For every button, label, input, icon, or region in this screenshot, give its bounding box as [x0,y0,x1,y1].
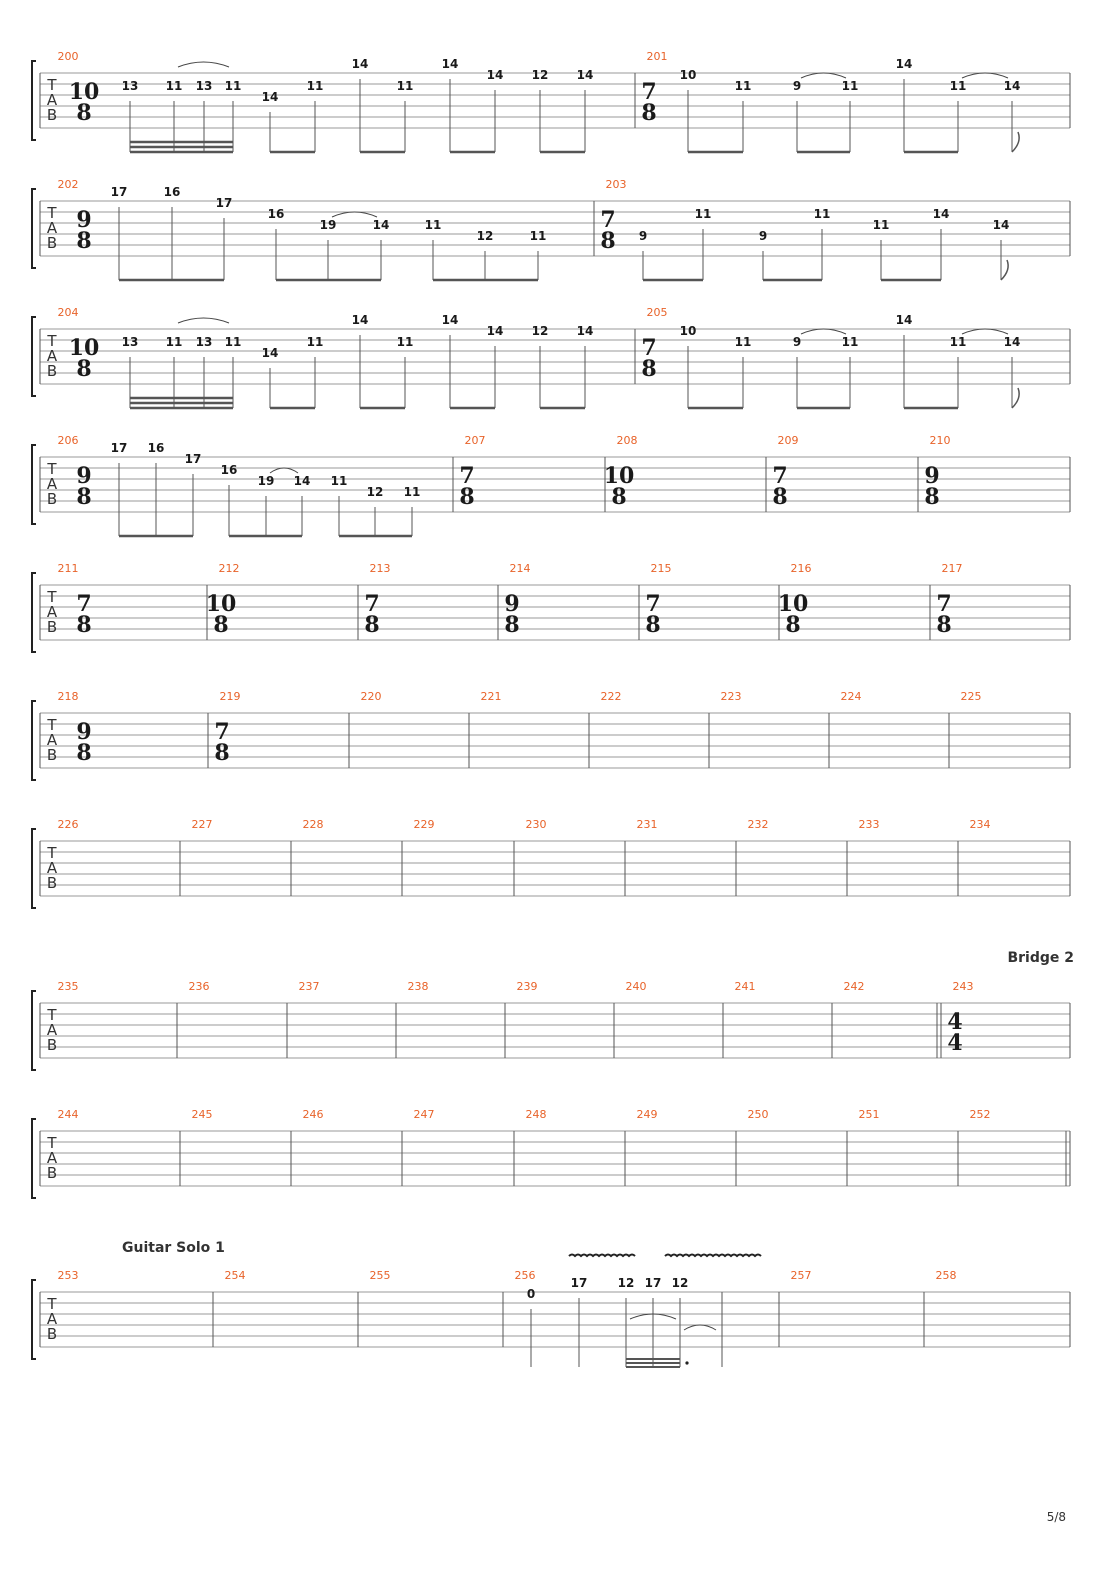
fret-number: 13 [195,335,213,349]
time-signature-top: 7 [459,463,475,489]
time-signature-bottom: 8 [213,612,229,638]
tab-letter: A [46,731,58,749]
tab-letter: A [46,1149,58,1167]
time-signature-bottom: 8 [459,484,475,510]
note-flag [1012,388,1019,408]
bar-number: 202 [57,178,79,191]
tie-arc [178,62,229,67]
time-signature-top: 9 [504,591,520,617]
fret-number: 12 [617,1276,635,1290]
fret-number: 9 [792,79,802,93]
tab-letter: B [46,874,58,892]
fret-number: 11 [306,79,324,93]
fret-number: 0 [526,1287,536,1301]
fret-number: 19 [319,218,337,232]
tie-arc [962,73,1008,78]
bar-number: 246 [302,1108,324,1121]
bar-number: 224 [840,690,862,703]
bar-number: 241 [734,980,756,993]
tab-letter: T [47,76,57,94]
fret-number: 12 [671,1276,689,1290]
time-signature-bottom: 8 [364,612,380,638]
fret-number: 14 [486,324,504,338]
fret-number: 17 [570,1276,588,1290]
bar-number: 215 [650,562,672,575]
fret-number: 14 [576,68,594,82]
time-signature-bottom: 8 [76,356,92,382]
bar-number: 244 [57,1108,79,1121]
time-signature-bottom: 8 [785,612,801,638]
fret-number: 14 [261,346,279,360]
fret-number: 11 [841,79,859,93]
tab-letter: B [46,362,58,380]
time-signature-bottom: 8 [76,740,92,766]
fret-number: 11 [949,79,967,93]
fret-number: 16 [163,185,181,199]
fret-number: 14 [293,474,311,488]
time-signature-bottom: 8 [772,484,788,510]
time-signature-top: 10 [603,463,635,489]
fret-number: 12 [531,68,549,82]
fret-number: 16 [267,207,285,221]
fret-number: 11 [330,474,348,488]
bar-number: 214 [509,562,531,575]
fret-number: 11 [734,79,752,93]
bar-number: 223 [720,690,742,703]
bar-number: 219 [219,690,241,703]
tab-letter: B [46,1325,58,1343]
time-signature-bottom: 8 [641,100,657,126]
bar-number: 228 [302,818,324,831]
fret-number: 13 [121,335,139,349]
vibrato-mark [665,1255,761,1257]
fret-number: 11 [734,335,752,349]
bar-number: 243 [952,980,974,993]
fret-number: 10 [679,324,697,338]
tie-arc [801,329,846,334]
fret-number: 14 [351,313,369,327]
bar-number: 225 [960,690,982,703]
fret-number: 14 [486,68,504,82]
bar-number: 254 [224,1269,246,1282]
fret-number: 9 [758,229,768,243]
time-signature-top: 4 [947,1009,963,1035]
fret-number: 11 [403,485,421,499]
bar-number: 211 [57,562,79,575]
bar-number: 210 [929,434,951,447]
system-bracket [32,317,36,396]
bar-number: 258 [935,1269,957,1282]
bar-number: 206 [57,434,79,447]
fret-number: 11 [396,79,414,93]
bar-number: 239 [516,980,538,993]
fret-number: 11 [872,218,890,232]
fret-number: 9 [638,229,648,243]
bar-number: 247 [413,1108,435,1121]
bar-number: 234 [969,818,991,831]
tab-letter: B [46,106,58,124]
time-signature-top: 9 [76,463,92,489]
time-signature-top: 10 [777,591,809,617]
bar-number: 231 [636,818,658,831]
fret-number: 11 [424,218,442,232]
bar-number: 226 [57,818,79,831]
note-flag [1012,132,1019,152]
system-bracket [32,701,36,780]
bar-number: 200 [57,50,79,63]
fret-number: 14 [1003,335,1021,349]
fret-number: 11 [813,207,831,221]
fret-number: 17 [110,441,128,455]
tie-arc [178,318,229,323]
fret-number: 14 [441,313,459,327]
fret-number: 12 [366,485,384,499]
tab-letter: A [46,1021,58,1039]
time-signature-top: 10 [205,591,237,617]
fret-number: 14 [895,313,913,327]
fret-number: 12 [531,324,549,338]
time-signature-bottom: 4 [947,1030,963,1056]
bar-number: 238 [407,980,429,993]
time-signature-top: 7 [364,591,380,617]
fret-number: 16 [220,463,238,477]
note-flag [1001,260,1008,280]
tie-arc [332,212,377,217]
fret-number: 17 [644,1276,662,1290]
vibrato-mark [569,1255,635,1257]
bar-number: 209 [777,434,799,447]
bar-number: 256 [514,1269,536,1282]
time-signature-bottom: 8 [645,612,661,638]
bar-number: 257 [790,1269,812,1282]
tab-letter: B [46,234,58,252]
fret-number: 11 [165,79,183,93]
fret-number: 11 [949,335,967,349]
time-signature-top: 7 [645,591,661,617]
bar-number: 207 [464,434,486,447]
tab-letter: A [46,475,58,493]
bar-number: 230 [525,818,547,831]
bar-number: 208 [616,434,638,447]
tie-arc [801,73,846,78]
system-bracket [32,61,36,140]
tab-letter: A [46,219,58,237]
bar-number: 255 [369,1269,391,1282]
time-signature-bottom: 8 [924,484,940,510]
fret-number: 14 [895,57,913,71]
fret-number: 11 [224,335,242,349]
system-bracket [32,829,36,908]
fret-number: 11 [694,207,712,221]
system-bracket [32,1119,36,1198]
bar-number: 242 [843,980,865,993]
fret-number: 9 [792,335,802,349]
time-signature-bottom: 8 [76,612,92,638]
fret-number: 11 [165,335,183,349]
time-signature-top: 10 [68,335,100,361]
fret-number: 14 [576,324,594,338]
tab-letter: T [47,1295,57,1313]
fret-number: 11 [306,335,324,349]
bar-number: 229 [413,818,435,831]
tab-letter: T [47,1006,57,1024]
time-signature-bottom: 8 [504,612,520,638]
time-signature-top: 7 [641,79,657,105]
fret-number: 17 [184,452,202,466]
time-signature-bottom: 8 [76,100,92,126]
bar-number: 201 [646,50,668,63]
bar-number: 232 [747,818,769,831]
bar-number: 213 [369,562,391,575]
bar-number: 237 [298,980,320,993]
bar-number: 221 [480,690,502,703]
fret-number: 11 [224,79,242,93]
tab-letter: T [47,588,57,606]
bar-number: 249 [636,1108,658,1121]
tie-arc [962,329,1008,334]
section-label: Bridge 2 [1007,950,1074,966]
page-number: 5/8 [1046,1510,1066,1524]
time-signature-top: 9 [76,207,92,233]
bar-number: 203 [605,178,627,191]
bar-number: 218 [57,690,79,703]
bar-number: 227 [191,818,213,831]
system-bracket [32,189,36,268]
tab-letter: B [46,746,58,764]
system-bracket [32,573,36,652]
fret-number: 13 [195,79,213,93]
tab-letter: T [47,1134,57,1152]
fret-number: 14 [441,57,459,71]
bar-number: 251 [858,1108,880,1121]
tab-letter: A [46,1310,58,1328]
tab-letter: B [46,1164,58,1182]
time-signature-bottom: 8 [214,740,230,766]
bar-number: 212 [218,562,240,575]
fret-number: 14 [261,90,279,104]
tab-letter: A [46,347,58,365]
time-signature-top: 10 [68,79,100,105]
bar-number: 236 [188,980,210,993]
system-bracket [32,1280,36,1359]
bar-number: 233 [858,818,880,831]
bar-number: 205 [646,306,668,319]
time-signature-bottom: 8 [76,484,92,510]
fret-number: 13 [121,79,139,93]
time-signature-bottom: 8 [76,228,92,254]
fret-number: 17 [215,196,233,210]
bar-number: 204 [57,306,79,319]
tab-letter: T [47,844,57,862]
fret-number: 11 [529,229,547,243]
fret-number: 16 [147,441,165,455]
bar-number: 235 [57,980,79,993]
bar-number: 250 [747,1108,769,1121]
fret-number: 14 [932,207,950,221]
time-signature-top: 9 [924,463,940,489]
tab-letter: B [46,490,58,508]
fret-number: 19 [257,474,275,488]
tab-letter: T [47,204,57,222]
fret-number: 10 [679,68,697,82]
time-signature-top: 7 [641,335,657,361]
tab-letter: A [46,91,58,109]
tab-letter: B [46,1036,58,1054]
fret-number: 14 [992,218,1010,232]
section-label: Guitar Solo 1 [122,1240,225,1256]
bar-number: 253 [57,1269,79,1282]
bar-number: 252 [969,1108,991,1121]
time-signature-top: 7 [936,591,952,617]
tie-arc [684,1325,716,1330]
dot [685,1361,688,1364]
tab-letter: B [46,618,58,636]
time-signature-bottom: 8 [600,228,616,254]
time-signature-bottom: 8 [641,356,657,382]
bar-number: 245 [191,1108,213,1121]
bar-number: 217 [941,562,963,575]
time-signature-top: 7 [76,591,92,617]
tab-letter: A [46,859,58,877]
tie-arc [270,468,298,473]
tab-letter: A [46,603,58,621]
system-bracket [32,991,36,1070]
time-signature-top: 7 [214,719,230,745]
time-signature-bottom: 8 [611,484,627,510]
fret-number: 11 [396,335,414,349]
time-signature-top: 7 [600,207,616,233]
bar-number: 222 [600,690,622,703]
tab-letter: T [47,332,57,350]
bar-number: 248 [525,1108,547,1121]
fret-number: 14 [372,218,390,232]
bar-number: 216 [790,562,812,575]
tab-letter: T [47,716,57,734]
fret-number: 12 [476,229,494,243]
fret-number: 17 [110,185,128,199]
time-signature-bottom: 8 [936,612,952,638]
bar-number: 240 [625,980,647,993]
fret-number: 14 [1003,79,1021,93]
time-signature-top: 7 [772,463,788,489]
fret-number: 14 [351,57,369,71]
fret-number: 11 [841,335,859,349]
bar-number: 220 [360,690,382,703]
time-signature-top: 9 [76,719,92,745]
tab-letter: T [47,460,57,478]
system-bracket [32,445,36,524]
